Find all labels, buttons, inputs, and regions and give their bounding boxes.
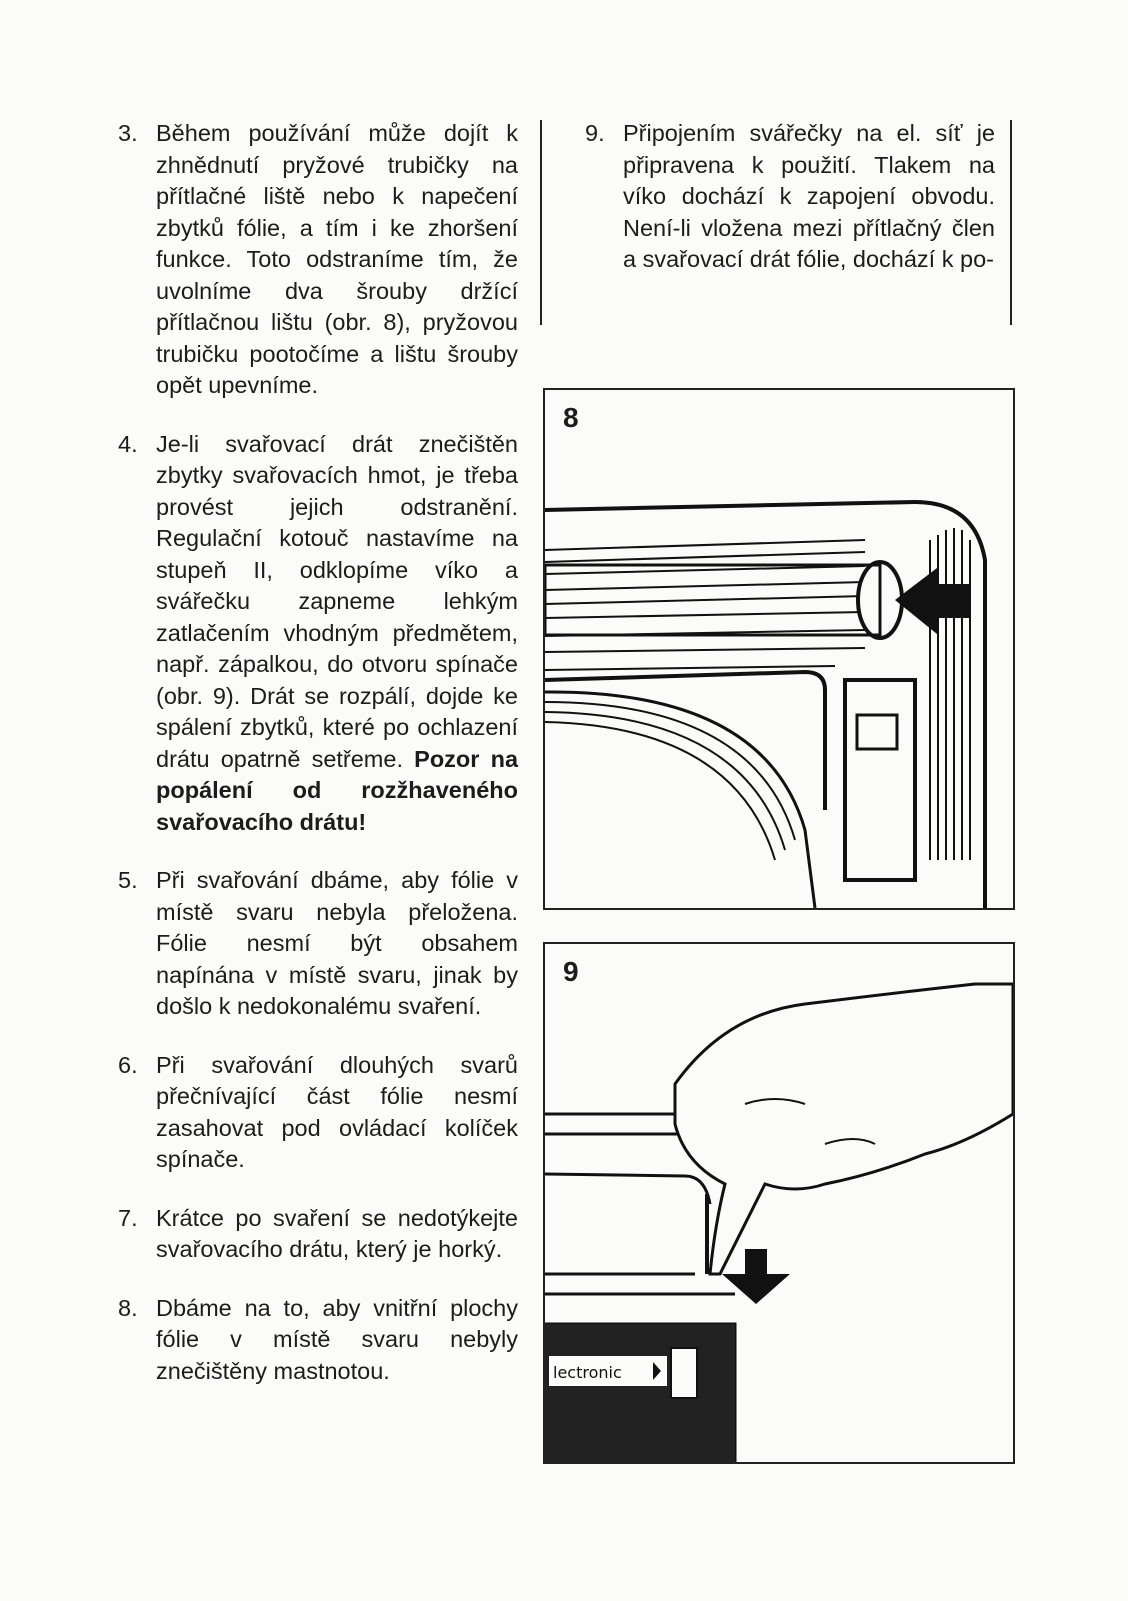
- instruction-item-6: [118, 1050, 518, 1176]
- item-text: Při svařování dbáme, aby fólie v místě svaru nebyla přeložena. Fólie nesmí být obsahem napínána v místě svaru, jinak by došlo k nedokonalému svaření.: [156, 867, 518, 1019]
- left-column: [118, 118, 518, 1414]
- figure-label: 8: [563, 402, 579, 433]
- item-number: 7.: [118, 1204, 138, 1231]
- instruction-item-4: [118, 429, 518, 839]
- right-column: [585, 118, 995, 276]
- instruction-item-8: [118, 1293, 518, 1388]
- item-number: 5.: [118, 867, 138, 893]
- figure-8: [543, 388, 1015, 910]
- item-text: Během používání může dojít k zhnědnutí pryžové trubičky na přítlačné liště nebo k napečení zbytků fólie, a tím i ke zhoršení funkce. Toto odstraníme tím, že uvolníme dva šrouby držící přítlačnou lištu (obr. 8), pryžovou trubičku pootočíme a lištu šrouby opět upevníme.: [156, 120, 518, 398]
- warning-text: Pozor na popálení od rozžhaveného svařovacího drátu!: [156, 745, 519, 835]
- item-number: 9.: [585, 120, 605, 146]
- instruction-item-5: [118, 865, 518, 1023]
- item-text: Při svařování dlouhých svarů přečnívající část fólie nesmí zasahovat pod ovládací kolíček spínače.: [156, 1051, 518, 1172]
- brand-label: lectronic: [553, 1363, 622, 1382]
- switch-press-illustration: [545, 944, 1013, 1462]
- item-number: 3.: [118, 120, 138, 146]
- instruction-item-7: [118, 1203, 518, 1266]
- item-text: Krátce po svaření se nedotýkejte svařovacího drátu, který je horký.: [156, 1204, 518, 1262]
- item-number: 6.: [118, 1051, 138, 1078]
- figure-label: 9: [563, 956, 579, 987]
- item-number: 8.: [118, 1294, 138, 1321]
- sealing-bar-illustration: [545, 390, 1013, 908]
- item-text: Dbáme na to, aby vnitřní plochy fólie v místě svaru nebyly znečištěny mastnotou.: [156, 1294, 518, 1384]
- figure-9: [543, 942, 1015, 1464]
- instruction-item-3: [118, 118, 518, 402]
- item-text: Připojením svářečky na el. síť je připravena k použití. Tlakem na víko dochází k zapojení obvodu. Není-li vložena mezi přítlačný člen a svařovací drát fólie, dochází k po-: [623, 120, 995, 272]
- column-rule-right: [1010, 120, 1012, 325]
- column-rule-left: [540, 120, 542, 325]
- instruction-item-9: [585, 118, 995, 276]
- item-text: [156, 429, 518, 839]
- item-number: 4.: [118, 430, 138, 457]
- item-text-regular: Je-li svařovací drát znečištěn zbytky svařovacích hmot, je třeba provést jejich odstranění. Regulační kotouč nastavíme na stupeň II, odklopíme víko a svářečku zapneme lehkým zatlačením vhodným předmětem, např. zápalkou, do otvoru spínače (obr. 9). Drát se rozpálí, dojde ke spálení zbytků, které po ochlazení drátu opatrně setřeme.: [156, 430, 518, 772]
